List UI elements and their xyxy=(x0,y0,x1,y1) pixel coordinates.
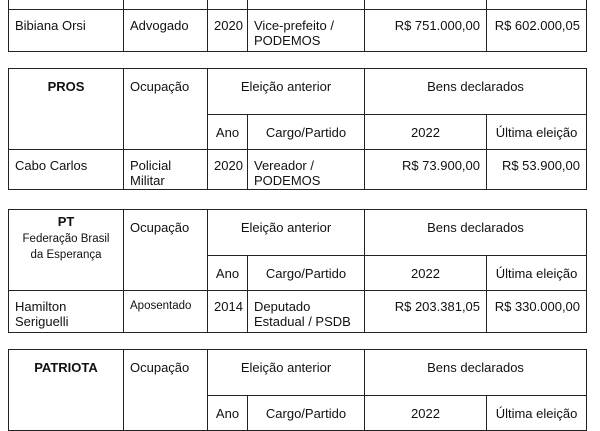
year-2022-header: 2022 xyxy=(365,396,487,431)
party-federation: Federação Brasil da Esperança xyxy=(22,233,110,261)
office-party-header: Cargo/Partido xyxy=(248,396,365,431)
previous-election-header: Eleição anterior xyxy=(208,350,365,396)
assets-2022: R$ 751.000,00 xyxy=(365,10,487,52)
declared-assets-header: Bens declarados xyxy=(365,350,587,396)
assets-2022: R$ 73.900,00 xyxy=(365,150,487,190)
year-header: Ano xyxy=(208,256,248,291)
party-name-text: PROS xyxy=(47,79,85,94)
party-table-pt xyxy=(8,209,587,333)
declared-assets-header: Bens declarados xyxy=(365,210,587,256)
candidate-occupation: Aposentado xyxy=(124,291,208,333)
candidate-row xyxy=(9,291,587,333)
table-row xyxy=(9,0,587,10)
year-header: Ano xyxy=(208,396,248,431)
candidate-name: Bibiana Orsi xyxy=(9,10,124,52)
header-row xyxy=(9,69,587,115)
header-row xyxy=(9,350,587,396)
party-name xyxy=(9,69,124,150)
candidate-year: 2020 xyxy=(208,10,248,52)
candidate-row xyxy=(9,150,587,190)
previous-election-header: Eleição anterior xyxy=(208,210,365,256)
candidate-table-bibiana xyxy=(8,0,587,52)
candidate-office-party: Vereador / PODEMOS xyxy=(248,150,365,190)
occupation-header: Ocupação xyxy=(124,350,208,431)
office-party-header: Cargo/Partido xyxy=(248,256,365,291)
candidate-year: 2020 xyxy=(208,150,248,190)
last-election-header: Última eleição xyxy=(487,115,587,150)
last-election-header: Última eleição xyxy=(487,256,587,291)
year-2022-header: 2022 xyxy=(365,256,487,291)
occupation-header: Ocupação xyxy=(124,69,208,150)
office-party-header: Cargo/Partido xyxy=(248,115,365,150)
occupation-header: Ocupação xyxy=(124,210,208,291)
candidate-row xyxy=(9,10,587,52)
assets-2022: R$ 203.381,05 xyxy=(365,291,487,333)
party-name xyxy=(9,350,124,431)
candidate-name: Hamilton Seriguelli xyxy=(9,291,124,333)
candidate-occupation: Policial Militar xyxy=(124,150,208,190)
candidate-office-party: Vice-prefeito / PODEMOS xyxy=(248,10,365,52)
assets-last-election: R$ 602.000,05 xyxy=(487,10,587,52)
year-header: Ano xyxy=(208,115,248,150)
candidate-occupation: Advogado xyxy=(124,10,208,52)
party-name-text: PATRIOTA xyxy=(34,360,98,375)
year-2022-header: 2022 xyxy=(365,115,487,150)
candidate-year: 2014 xyxy=(208,291,248,333)
party-name xyxy=(9,210,124,291)
last-election-header: Última eleição xyxy=(487,396,587,431)
previous-election-header: Eleição anterior xyxy=(208,69,365,115)
candidate-office-party: Deputado Estadual / PSDB xyxy=(248,291,365,333)
header-row xyxy=(9,210,587,256)
party-name-text: PT xyxy=(57,214,75,229)
candidate-name: Cabo Carlos xyxy=(9,150,124,190)
assets-last-election: R$ 330.000,00 xyxy=(487,291,587,333)
party-table-patriota xyxy=(8,349,587,431)
assets-last-election: R$ 53.900,00 xyxy=(487,150,587,190)
declared-assets-header: Bens declarados xyxy=(365,69,587,115)
party-table-pros xyxy=(8,68,587,190)
